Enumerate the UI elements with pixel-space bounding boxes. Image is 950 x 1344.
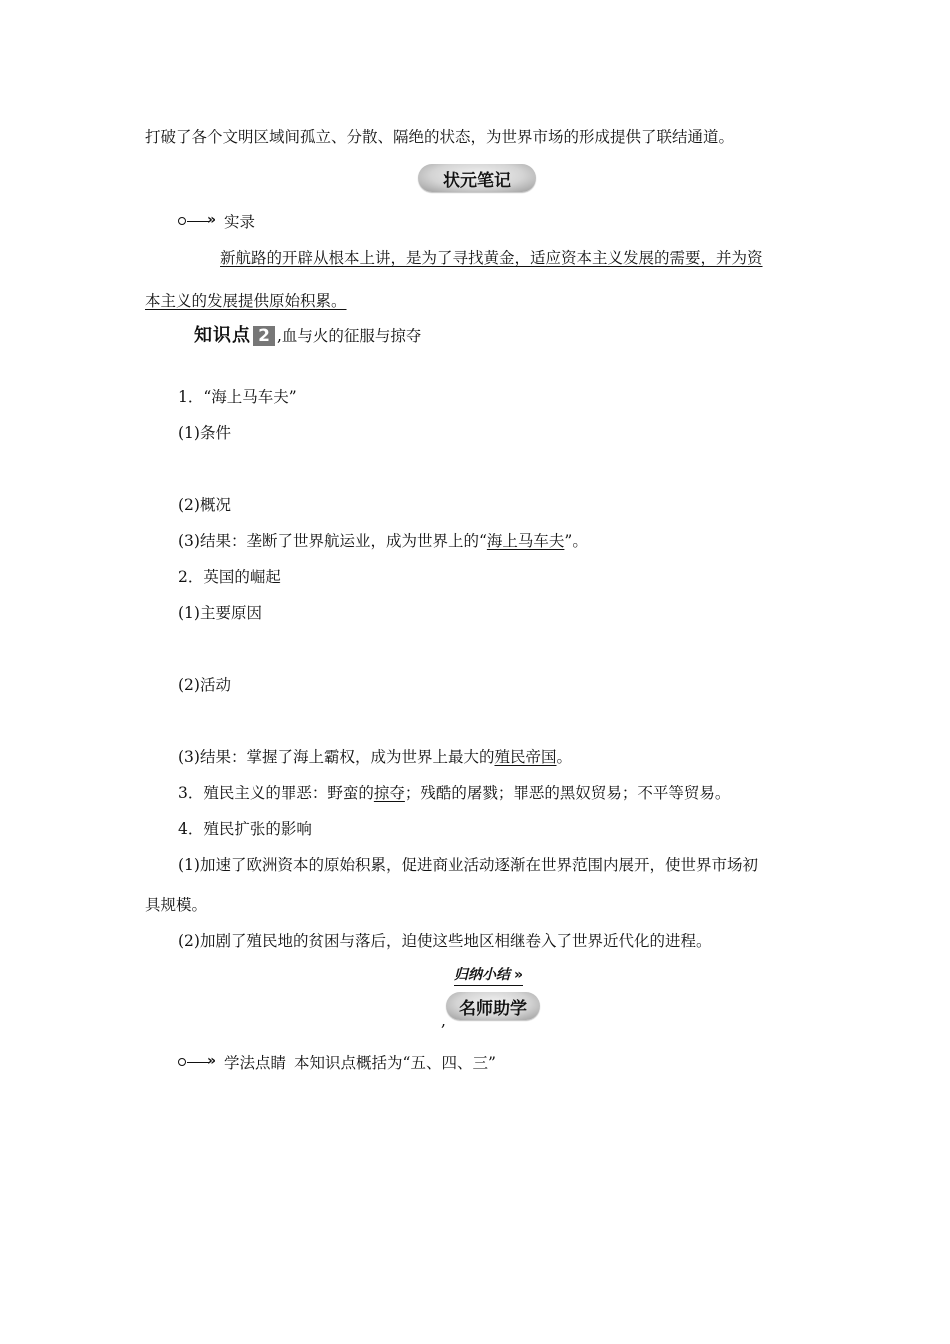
item-2-3-underlined: 殖民帝国 bbox=[494, 748, 557, 766]
item-2: 2．英国的崛起 bbox=[178, 568, 281, 586]
item-4-2: (2)加剧了殖民地的贫困与落后，迫使这些地区相继卷入了世界近代化的进程。 bbox=[178, 932, 712, 950]
record-text-line-2: 本主义的发展提供原始积累。 bbox=[145, 292, 347, 310]
item-3-underlined: 掠夺 bbox=[373, 784, 405, 802]
teacher-badge bbox=[446, 992, 540, 1020]
knowledge-point-label: 知识点 bbox=[194, 325, 251, 346]
item-2-1: (1)主要原因 bbox=[178, 604, 262, 622]
item-1-3-text: (3)结果：垄断了世界航运业，成为世界上的“ bbox=[178, 532, 487, 550]
item-2-3-text: (3)结果：掌握了海上霸权，成为世界上最大的 bbox=[178, 748, 495, 766]
item-4-1-line-2: 具规模。 bbox=[145, 896, 208, 914]
summary-label bbox=[454, 966, 523, 986]
record-heading bbox=[178, 211, 255, 233]
item-4-1-line-1: (1)加速了欧洲资本的原始积累，促进商业活动逐渐在世界范围内展开，使世界市场初 bbox=[178, 856, 758, 874]
knowledge-point-heading bbox=[194, 325, 421, 347]
knowledge-point-title: ,血与火的征服与掠夺 bbox=[277, 327, 422, 345]
item-3 bbox=[178, 782, 730, 804]
item-2-2: (2)活动 bbox=[178, 676, 231, 694]
item-4: 4．殖民扩张的影响 bbox=[178, 820, 312, 838]
item-1-1: (1)条件 bbox=[178, 424, 231, 442]
record-label: 实录 bbox=[224, 213, 256, 231]
item-2-3 bbox=[178, 746, 572, 768]
summary-label-text: 归纳小结 bbox=[454, 967, 510, 983]
item-1-3-underlined: 海上马车夫 bbox=[486, 532, 565, 550]
item-1-3-end: ”。 bbox=[564, 532, 588, 550]
record-text-line-1: 新航路的开辟从根本上讲，是为了寻找黄金，适应资本主义发展的需要，并为资 bbox=[220, 249, 763, 267]
intro-continuation: 打破了各个文明区域间孤立、分散、隔绝的状态，为世界市场的形成提供了联结通道。 bbox=[145, 128, 735, 146]
item-3-text: 3．殖民主义的罪恶：野蛮的 bbox=[178, 784, 374, 802]
study-tip bbox=[178, 1052, 496, 1074]
study-tip-text: 本知识点概括为“五、四、三” bbox=[294, 1054, 496, 1072]
arrow-bullet-icon: » bbox=[178, 214, 222, 228]
arrow-bullet-icon: » bbox=[178, 1055, 222, 1069]
study-tip-label: 学法点睛 bbox=[224, 1054, 287, 1072]
stray-comma: , bbox=[441, 1012, 446, 1030]
note-badge-label: 状元笔记 bbox=[443, 170, 511, 191]
note-badge bbox=[418, 164, 536, 192]
knowledge-point-number: 2 bbox=[253, 326, 275, 346]
item-1-3 bbox=[178, 530, 588, 552]
item-1: 1．“海上马车夫” bbox=[178, 388, 297, 406]
item-1-2: (2)概况 bbox=[178, 496, 231, 514]
item-3-end: ；残酷的屠戮；罪恶的黑奴贸易；不平等贸易。 bbox=[404, 784, 731, 802]
item-2-3-end: 。 bbox=[556, 748, 572, 766]
teacher-badge-label: 名师助学 bbox=[459, 998, 527, 1019]
double-chevron-icon: » bbox=[514, 967, 524, 983]
